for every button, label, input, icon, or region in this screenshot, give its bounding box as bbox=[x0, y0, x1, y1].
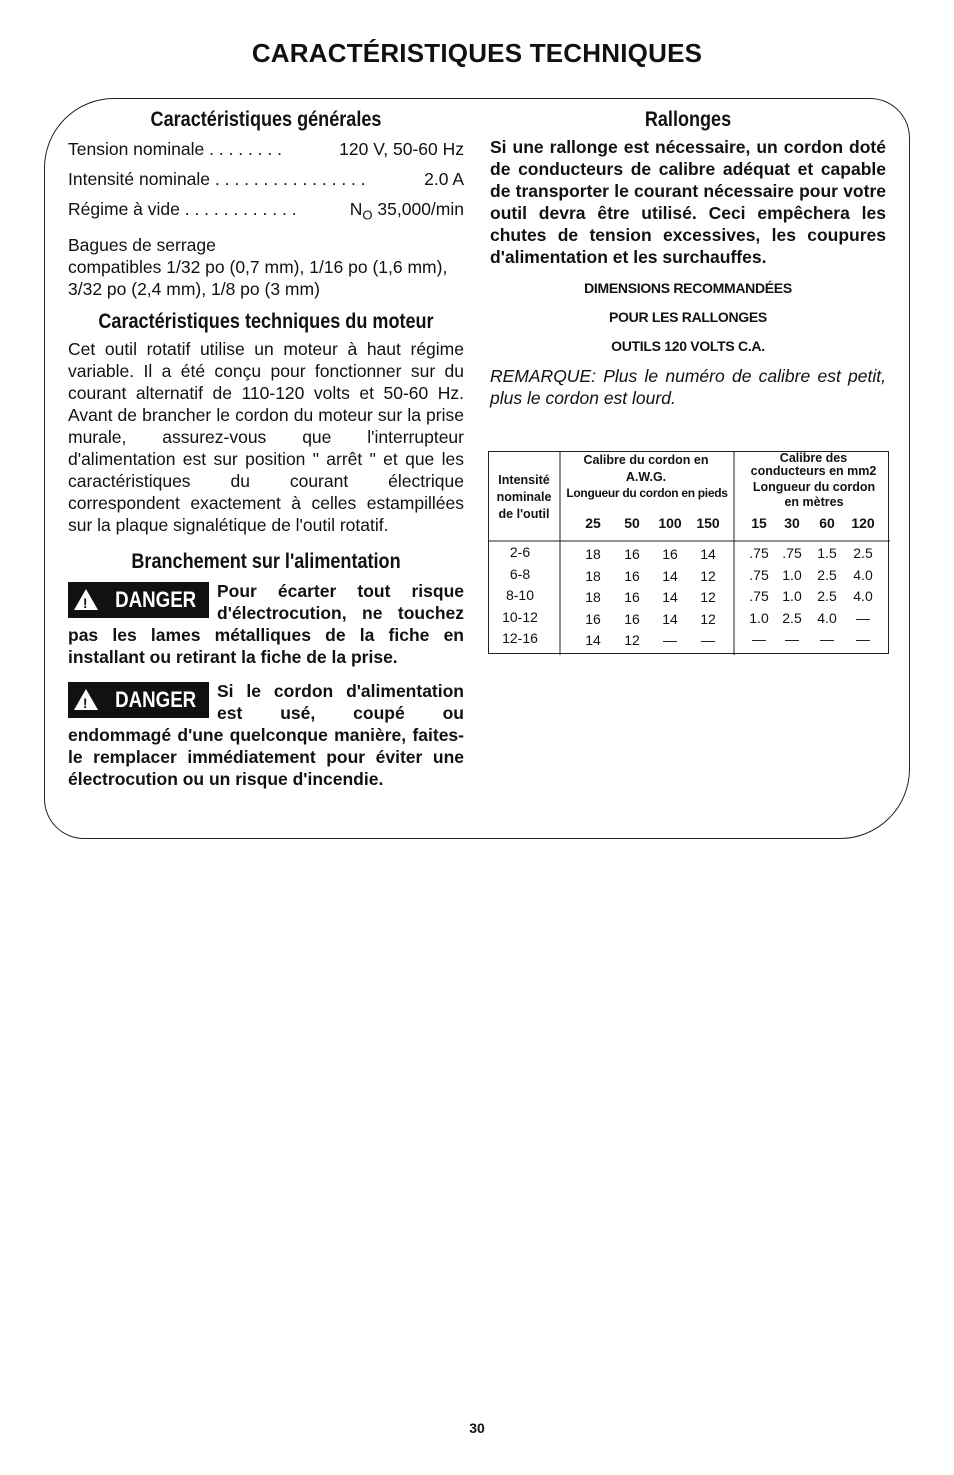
awg-cell: 12 bbox=[700, 567, 716, 584]
spec-tension bbox=[68, 138, 464, 160]
dim-line3: OUTILS 120 VOLTS C.A. bbox=[611, 338, 765, 354]
rallonges-heading: Rallonges bbox=[644, 108, 732, 131]
mm-cell: 4.0 bbox=[853, 588, 873, 604]
danger-label: DANGER bbox=[114, 686, 197, 712]
mm-cell: 1.0 bbox=[782, 588, 802, 604]
awg-cell: 14 bbox=[662, 589, 678, 605]
danger2-text: Si le cordon d'alimentation est usé, coupé ou endommagé d'une quelconque manière, faites-le remplacer immédiatement pour éviter une électrocution ou un risque d'incendie. bbox=[68, 680, 464, 789]
mm-cell: 2.5 bbox=[817, 588, 837, 604]
meters-header-cell: 120 bbox=[851, 515, 875, 531]
awg-cell: 16 bbox=[624, 589, 640, 605]
awg-cell: 14 bbox=[662, 610, 678, 627]
mm-cell: — bbox=[820, 631, 834, 647]
awg-cell: 16 bbox=[624, 567, 640, 584]
awg-cell: 16 bbox=[624, 610, 640, 627]
awg-cell: 12 bbox=[700, 610, 716, 627]
bagues-line2: compatibles 1/32 po (0,7 mm), 1/16 po (1,6 mm), 3/32 po (2,4 mm), 1/8 po (3 mm) bbox=[68, 256, 448, 299]
mm-cell: — bbox=[856, 631, 870, 647]
awg-header1: Calibre du cordon en A.W.G. bbox=[583, 453, 709, 484]
meters-header-cell: 30 bbox=[784, 515, 800, 531]
moteur-heading: Caractéristiques techniques du moteur bbox=[98, 309, 434, 333]
mm-cell: — bbox=[752, 631, 766, 647]
intensite-label: Intensité nominale bbox=[68, 169, 211, 189]
warning-triangle-icon: ! bbox=[74, 589, 98, 610]
awg-cell: 14 bbox=[700, 546, 716, 562]
amps-cell: 8-10 bbox=[505, 587, 535, 603]
mm-cell: — bbox=[856, 609, 870, 626]
bagues-line1: Bagues de serrage bbox=[68, 234, 216, 255]
mm-cell: 4.0 bbox=[853, 566, 873, 583]
amps-cell: 10-12 bbox=[502, 608, 538, 625]
tension-value: 120 V, 50-60 Hz bbox=[339, 139, 464, 159]
awg-cell: — bbox=[663, 632, 677, 648]
feet-header-cell: 50 bbox=[624, 515, 640, 531]
page-number: 30 bbox=[469, 1420, 485, 1436]
amps-cell: 12-16 bbox=[502, 630, 538, 646]
mm-cell: 4.0 bbox=[817, 609, 837, 626]
feet-header-cell: 150 bbox=[696, 515, 720, 531]
awg-cell: 18 bbox=[585, 546, 601, 562]
danger-label: DANGER bbox=[114, 586, 197, 612]
page-title: CARACTÉRISTIQUES TECHNIQUES bbox=[251, 38, 703, 68]
mm-cell: .75 bbox=[749, 566, 769, 583]
feet-header-cell: 25 bbox=[585, 515, 601, 531]
awg-cell: 16 bbox=[624, 546, 640, 562]
danger-badge bbox=[68, 682, 209, 718]
regime-label: Régime à vide bbox=[68, 199, 180, 219]
awg-cell: 18 bbox=[585, 567, 601, 584]
mm-cell: 2.5 bbox=[782, 609, 802, 626]
awg-cell: 12 bbox=[624, 632, 640, 648]
awg-header2: Longueur du cordon en pieds bbox=[566, 486, 728, 500]
regime-value: 35,000/min bbox=[372, 199, 464, 219]
mm-cell: .75 bbox=[749, 545, 769, 561]
mm-cell: 1.5 bbox=[817, 545, 837, 561]
mm-cell: .75 bbox=[749, 588, 769, 604]
danger-warning-1 bbox=[68, 580, 464, 668]
amps-cell: 6-8 bbox=[509, 565, 531, 582]
right-column bbox=[490, 108, 886, 409]
spec-intensite bbox=[68, 168, 464, 190]
awg-cell: 18 bbox=[585, 589, 601, 605]
meters-header-cell: 15 bbox=[751, 515, 767, 531]
regime-sub: O bbox=[362, 207, 373, 223]
dim-line1: DIMENSIONS RECOMMANDÉES bbox=[584, 280, 792, 296]
intensite-value: 2.0 A bbox=[424, 169, 464, 189]
dim-line2: POUR LES RALLONGES bbox=[609, 309, 767, 325]
awg-cell: — bbox=[701, 632, 715, 648]
remarque-text: REMARQUE: Plus le numéro de calibre est petit, plus le cordon est lourd. bbox=[490, 366, 886, 408]
general-heading: Caractéristiques générales bbox=[150, 108, 382, 131]
amps-cell: 2-6 bbox=[509, 544, 531, 560]
meters-header-cell: 60 bbox=[819, 515, 835, 531]
feet-header-cell: 100 bbox=[658, 515, 682, 531]
danger1-text: Pour écarter tout risque d'électrocution, ne touchez pas les lames métalliques de la fiche en installant ou retirant la fiche de la prise. bbox=[68, 580, 464, 667]
awg-cell: 12 bbox=[700, 589, 716, 605]
left-column bbox=[68, 108, 464, 790]
mm-cell: .75 bbox=[782, 545, 802, 561]
danger-warning-2 bbox=[68, 680, 464, 790]
tension-dots: . . . . . . . . bbox=[204, 139, 282, 159]
awg-cell: 14 bbox=[662, 567, 678, 584]
mm-header2: Longueur du cordon en mètres bbox=[752, 480, 876, 509]
mm-cell: 2.5 bbox=[817, 566, 837, 583]
regime-dots: . . . . . . . . . . . . bbox=[179, 199, 297, 219]
awg-cell: 16 bbox=[585, 610, 601, 627]
mm-cell: — bbox=[785, 631, 799, 647]
alimentation-heading: Branchement sur l'alimentation bbox=[131, 549, 401, 573]
warning-triangle-icon: ! bbox=[74, 689, 98, 710]
regime-n: N bbox=[349, 199, 363, 219]
awg-cell: 14 bbox=[585, 632, 601, 648]
awg-cell: 16 bbox=[662, 546, 678, 562]
spec-regime bbox=[68, 198, 464, 227]
intensite-dots: . . . . . . . . . . . . . . . . bbox=[210, 169, 366, 189]
mm-cell: 2.5 bbox=[853, 545, 873, 561]
mm-header1: Calibre des conducteurs en mm2 bbox=[750, 451, 877, 478]
col1-header: Intensité nominale de l'outil bbox=[496, 473, 552, 521]
extension-cord-table bbox=[488, 451, 889, 654]
rallonges-intro: Si une rallonge est nécessaire, un cordon doté de conducteurs de calibre adéquat et capable de transporter le courant nécessaire pour votre outil devra être utilisé. Ceci empêchera les chutes de tension excessives, les coupures d'alimentation et les surchauffes. bbox=[490, 137, 886, 267]
danger-badge bbox=[68, 582, 209, 618]
mm-cell: 1.0 bbox=[782, 566, 802, 583]
moteur-text: Cet outil rotatif utilise un moteur à haut régime variable. Il a été conçu pour fonctionner sur du courant alternatif de 110-120 volts et 50-60 Hz. Avant de brancher le cordon du moteur sur la prise murale, assurez-vous que l'interrupteur d'alimentation est sur position " arrêt " et que les caractéristiques du courant électrique correspondent exactement à celles estampillées sur la plaque signalétique de l'outil rotatif. bbox=[68, 338, 464, 535]
mm-cell: 1.0 bbox=[749, 609, 769, 626]
tension-label: Tension nominale bbox=[68, 139, 205, 159]
